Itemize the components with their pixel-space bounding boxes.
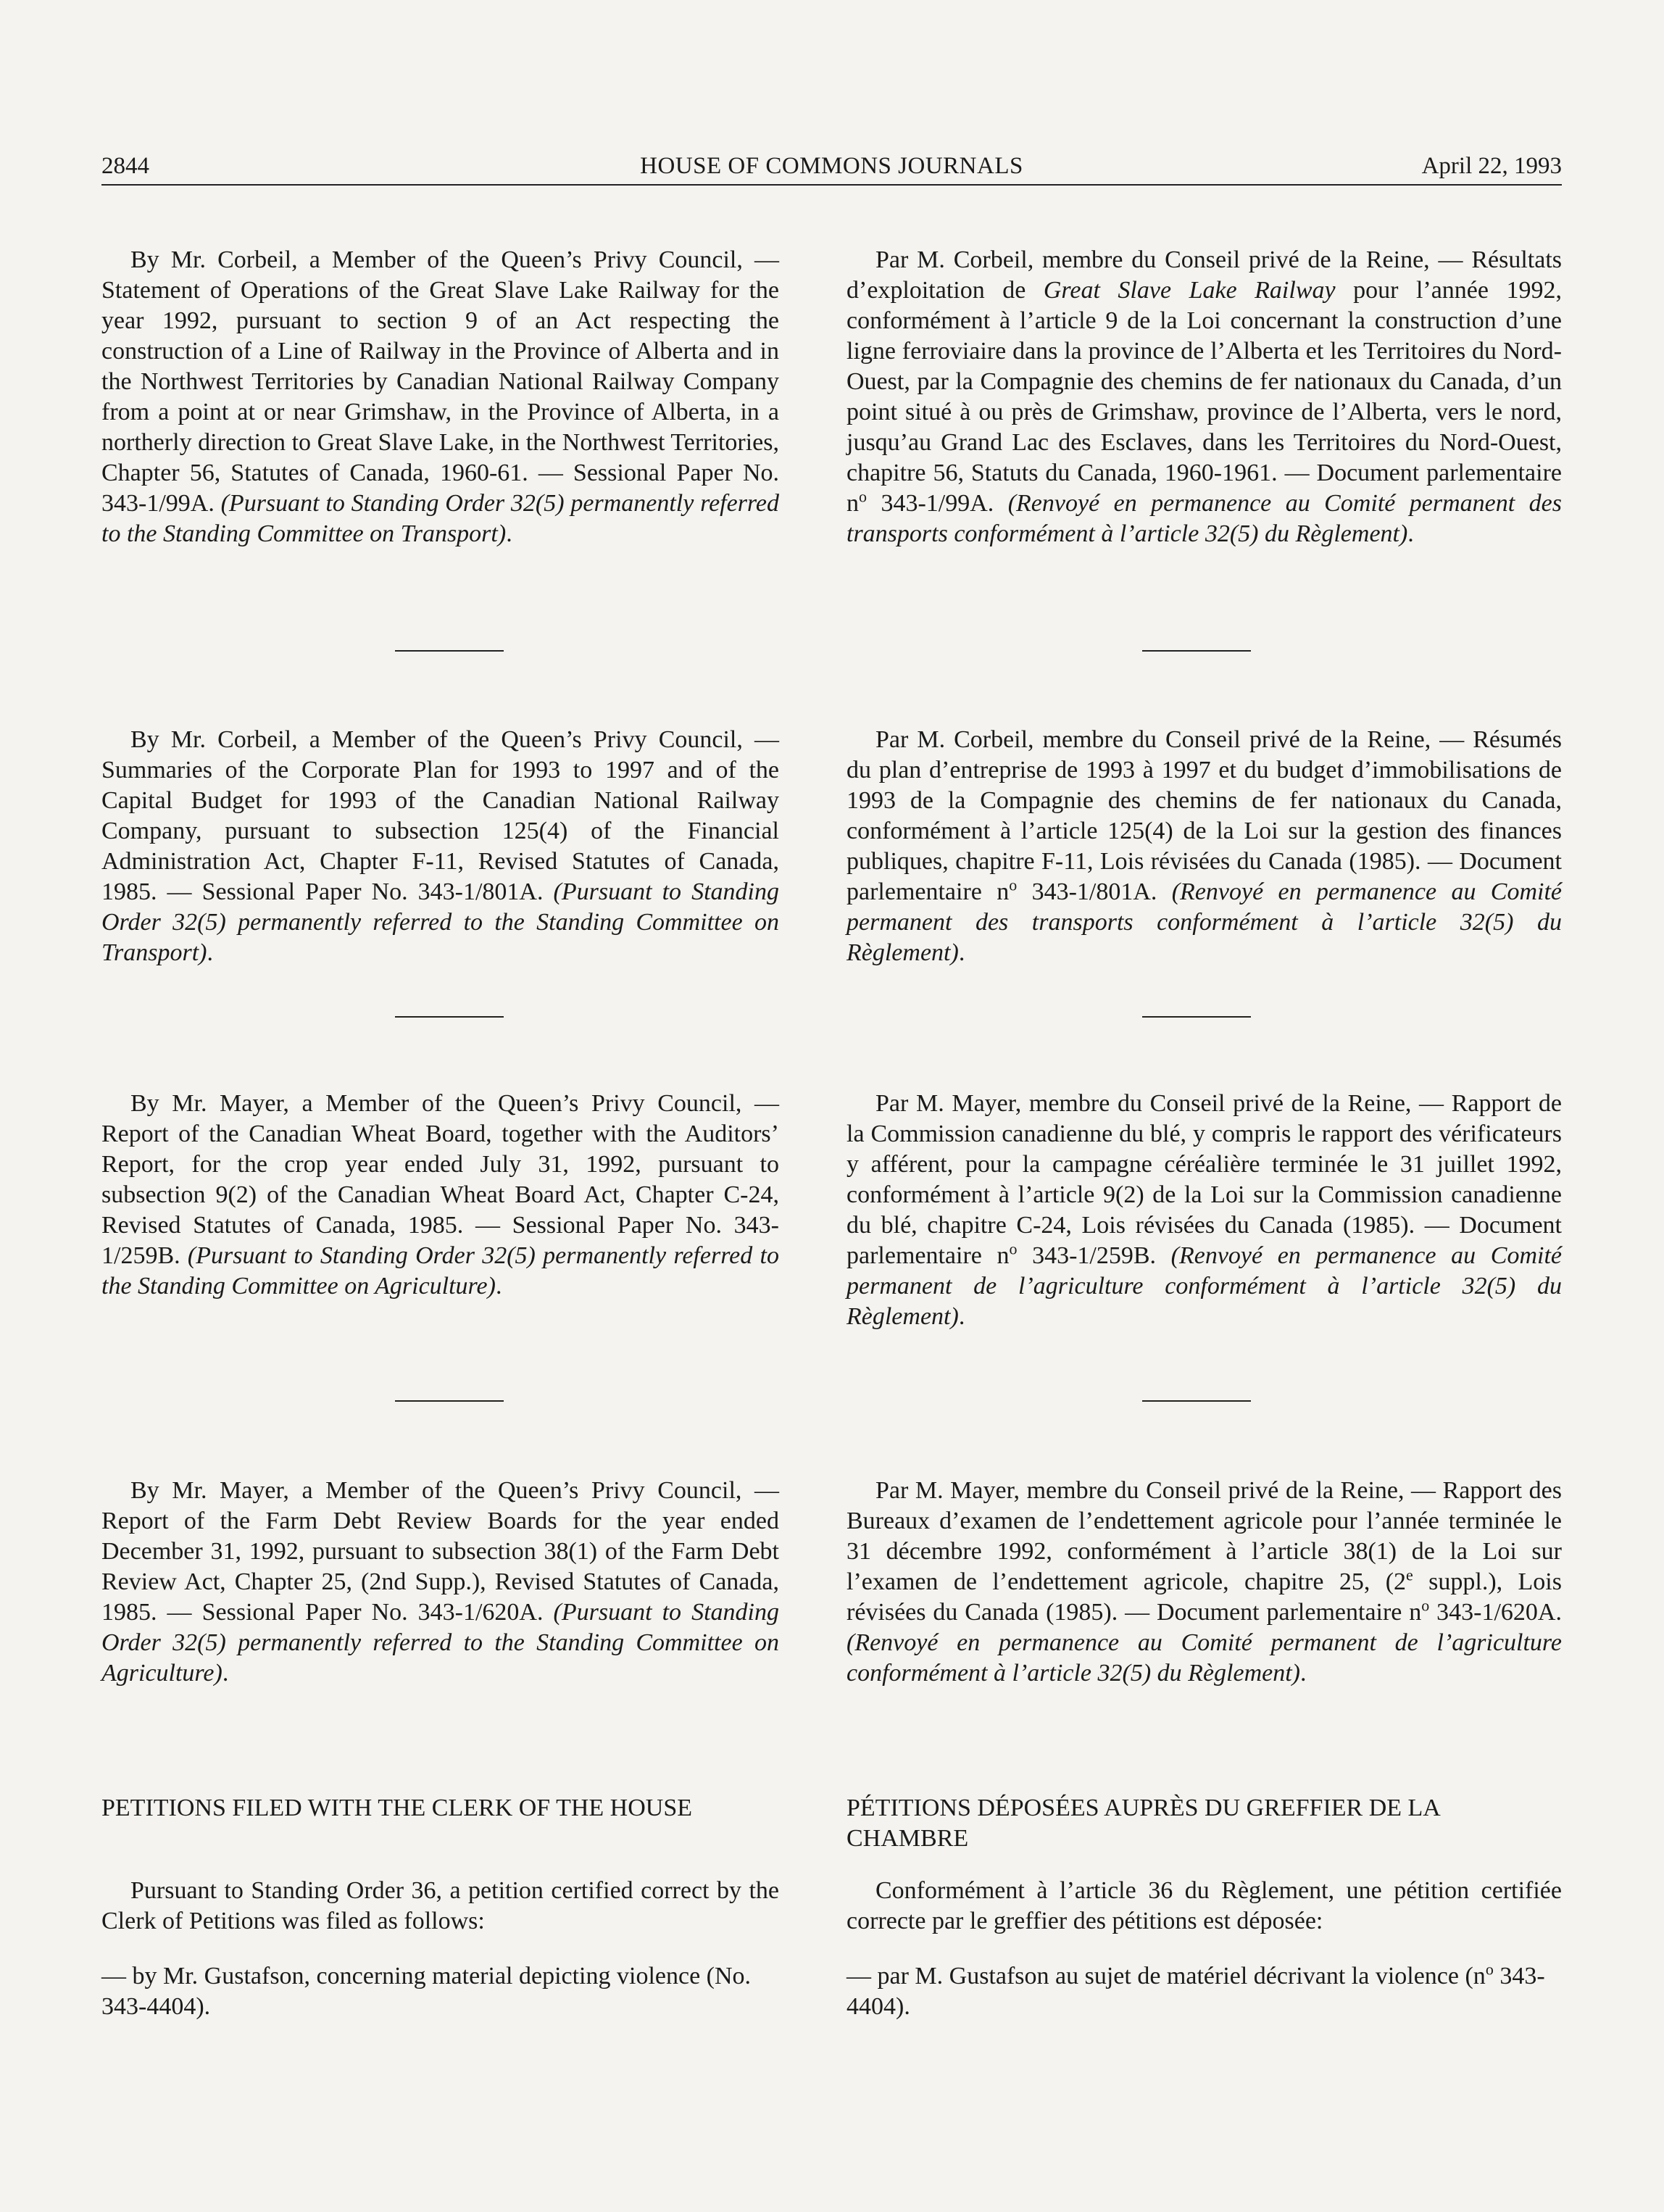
en-entry-2: By Mr. Corbeil, a Member of the Queen’s Privy Council, — Summaries of the Corporate Plan for 1993 to 1997 and of the Capital Budget for 1993 of the Canadian National Railway Company, pursuant to subsection 125(4) of the Financial Administration Act, Chapter F-11, Revised Statutes of Canada, 1985. — Sessional Paper No. 343-1/801A. (Pursuant to Standing Order 32(5) permanently referred to the Standing Committee on Transport). [101, 726, 779, 966]
en-petitions-heading: PETITIONS FILED WITH THE CLERK OF THE HOUSE [101, 1795, 693, 1821]
separator-rule [1142, 650, 1251, 652]
fr-entry-1: Par M. Corbeil, membre du Conseil privé de la Reine, — Résultats d’exploitation de Great Slave Lake Railway pour l’année 1992, conformément à l’article 9 de la Loi concernant la construction d’une ligne ferroviaire dans la province de l’Alberta et les Territoires du Nord-Ouest, par la Compagnie des chemins de fer nationaux du Canada, d’un point situé à ou près de Grimshaw, province de l’Alberta, vers le nord, jusqu’au Grand Lac des Esclaves, dans les Territoires du Nord-Ouest, chapitre 56, Statuts du Canada, 1960-1961. — Document parlementaire $n^o$ 343-1/99A. (Renvoyé en permanence au Comité permanent des transports conformément à l’article 32(5) du Règlement). [846, 246, 1563, 547]
separator-rule [395, 650, 504, 652]
fr-entry-3: Par M. Mayer, membre du Conseil privé de la Reine, — Rapport de la Commission canadienne du blé, y compris le rapport des vérificateurs y afférent, pour la campagne céréalière terminée le 31 juillet 1992, conformément à l’article 9(2) de la Loi sur la Commission canadienne du blé, chapitre C-24, Lois révisées du Canada (1985). — Document parlementaire $n^o$ 343-1/259B. (Renvoyé en permanence au Comité permanent de l’agriculture conformément à l’article 32(5) du Règlement). [846, 1090, 1562, 1330]
fr-petitions-intro: Conformément à l’article 36 du Règlement, une pétition certifiée correcte par le greffier des pétitions est déposée: [846, 1877, 1562, 1934]
journal-title: HOUSE OF COMMONS JOURNALS [640, 153, 1023, 179]
page-number: 2844 [101, 153, 149, 179]
page-date: April 22, 1993 [1421, 153, 1562, 179]
separator-rule [395, 1400, 504, 1402]
separator-rule [395, 1016, 504, 1018]
fr-entry-2: Par M. Corbeil, membre du Conseil privé de la Reine, — Résumés du plan d’entreprise de 1993 à 1997 et du budget d’immobilisations de 1993 de la Compagnie des chemins de fer nationaux du Canada, conformément à l’article 125(4) de la Loi sur la gestion des finances publiques, chapitre F-11, Lois révisées du Canada (1985). — Document parlementaire $n^o$ 343-1/801A. (Renvoyé en permanence au Comité permanent des transports conformément à l’article 32(5) du Règlement). [846, 726, 1562, 966]
en-entry-1: By Mr. Corbeil, a Member of the Queen’s Privy Council, — Statement of Operations of the Great Slave Lake Railway for the year 1992, pursuant to section 9 of an Act respecting the construction of a Line of Railway in the Province of Alberta and in the Northwest Territories by Canadian National Railway Company from a point at or near Grimshaw, in the Province of Alberta, in a northerly direction to Great Slave Lake, in the Northwest Territories, Chapter 56, Statutes of Canada, 1960-61. — Sessional Paper No. 343-1/99A. (Pursuant to Standing Order 32(5) permanently referred to the Standing Committee on Transport). [101, 246, 779, 547]
fr-entry-4: Par M. Mayer, membre du Conseil privé de la Reine, — Rapport des Bureaux d’examen de l’endettement agricole pour l’année terminée le 31 décembre 1992, conformément à l’article 38(1) de la Loi sur l’examen de l’endettement agricole, chapitre 25, (2e suppl.), Lois révisées du Canada (1985). — Document parlementaire $n^o$ 343-1/620A. (Renvoyé en permanence au Comité permanent de l’agriculture conformément à l’article 32(5) du Règlement). [846, 1477, 1562, 1687]
en-entry-3: By Mr. Mayer, a Member of the Queen’s Privy Council, — Report of the Canadian Wheat Board, together with the Auditors’ Report, for the crop year ended July 31, 1992, pursuant to subsection 9(2) of the Canadian Wheat Board Act, Chapter C-24, Revised Statutes of Canada, 1985. — Sessional Paper No. 343-1/259B. (Pursuant to Standing Order 32(5) permanently referred to the Standing Committee on Agriculture). [101, 1090, 779, 1300]
fr-petitions-heading: PÉTITIONS DÉPOSÉES AUPRÈS DU GREFFIER DE LA CHAMBRE [846, 1795, 1439, 1852]
separator-rule [1142, 1400, 1251, 1402]
en-entry-4: By Mr. Mayer, a Member of the Queen’s Privy Council, — Report of the Farm Debt Review Boards for the year ended December 31, 1992, pursuant to subsection 38(1) of the Farm Debt Review Act, Chapter 25, (2nd Supp.), Revised Statutes of Canada, 1985. — Sessional Paper No. 343-1/620A. (Pursuant to Standing Order 32(5) permanently referred to the Standing Committee on Agriculture). [101, 1477, 779, 1687]
en-petitions-intro: Pursuant to Standing Order 36, a petition certified correct by the Clerk of Petitions was filed as follows: [101, 1877, 779, 1934]
fr-petition-item: — par M. Gustafson au sujet de matériel décrivant la violence ($n^o$ 343-4404). [846, 1960, 1545, 2020]
separator-rule [1142, 1016, 1251, 1018]
en-petition-item: — by Mr. Gustafson, concerning material depicting violence (No. 343-4404). [101, 1963, 752, 2020]
page-header [101, 148, 1562, 186]
